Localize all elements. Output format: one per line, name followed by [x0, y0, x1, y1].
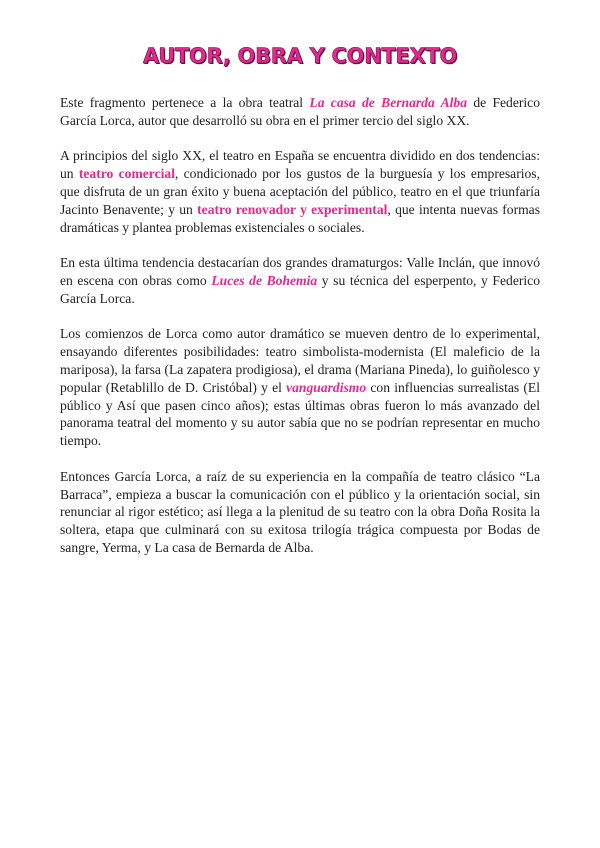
- text-span: y su técnica del esperpento, y Federico García Lorca.: [60, 272, 540, 306]
- work-title-highlight: La casa de Bernarda Alba: [309, 95, 468, 110]
- text-span: Este fragmento pertenece a la obra teatral: [60, 95, 310, 110]
- term-highlight: teatro comercial: [78, 166, 175, 182]
- text-span: En esta última tendencia destacarían dos grandes dramaturgos: Valle Inclán, que innovó en escena con obras como: [60, 255, 540, 288]
- text-span: A principios del siglo XX, el teatro en España se encuentra dividido en dos tendencias: un: [60, 148, 540, 182]
- document-body: [60, 94, 540, 575]
- paragraph-barraca: Entonces García Lorca, a raíz de su experiencia en la compañía de teatro clásico “La Barraca”, empieza a buscar la comunicación con el público y la orientación social, sin renunciar al rigor estético; así llega a la plenitud de su teatro con la obra Doña Rosita la soltera, etapa que culminará con su exitosa trilogía trágica compuesta por Bodas de sangre, Yerma, y La casa de Bernarda de Alba.: [60, 468, 540, 555]
- text-span: , condicionado por los gustos de la burguesía y los empresarios, que disfruta de un gran éxito y buena aceptación del público, teatro en el que triunfaría Jacinto Benavente; y un: [60, 166, 540, 217]
- work-title-highlight: Luces de Bohemia: [211, 272, 318, 288]
- paragraph-tendencies: [60, 147, 540, 236]
- text-span: , que intenta nuevas formas dramáticas y plantea problemas existenciales o sociales.: [60, 201, 541, 235]
- term-highlight: teatro renovador y experimental: [197, 201, 388, 217]
- text-span: de Federico García Lorca, autor que desarrolló su obra en el primer tercio del siglo XX.: [60, 95, 541, 128]
- paragraph-dramatists: [60, 254, 540, 307]
- page-title: AUTOR, OBRA Y CONTEXTO: [142, 44, 458, 68]
- term-highlight: vanguardismo: [286, 379, 367, 395]
- paragraph-beginnings: [60, 325, 540, 450]
- paragraph-intro: [60, 94, 540, 130]
- text-span: con influencias surrealistas (El público y Así que pasen cinco años); estas últimas obras fueron lo más avanzado del panorama teatral del momento y su autor sabía que no se podrían representar en mucho tiempo.: [60, 379, 540, 449]
- text-span: Los comienzos de Lorca como autor dramático se mueven dentro de lo experimental, ensayando diferentes posibilidades: teatro simbolista-modernista (El maleficio de la mariposa), la farsa (La zapatera prodigiosa), el drama (Mariana Pineda), lo guiñolesco y popular (Retablillo de D. Cristóbal) y el: [60, 326, 540, 395]
